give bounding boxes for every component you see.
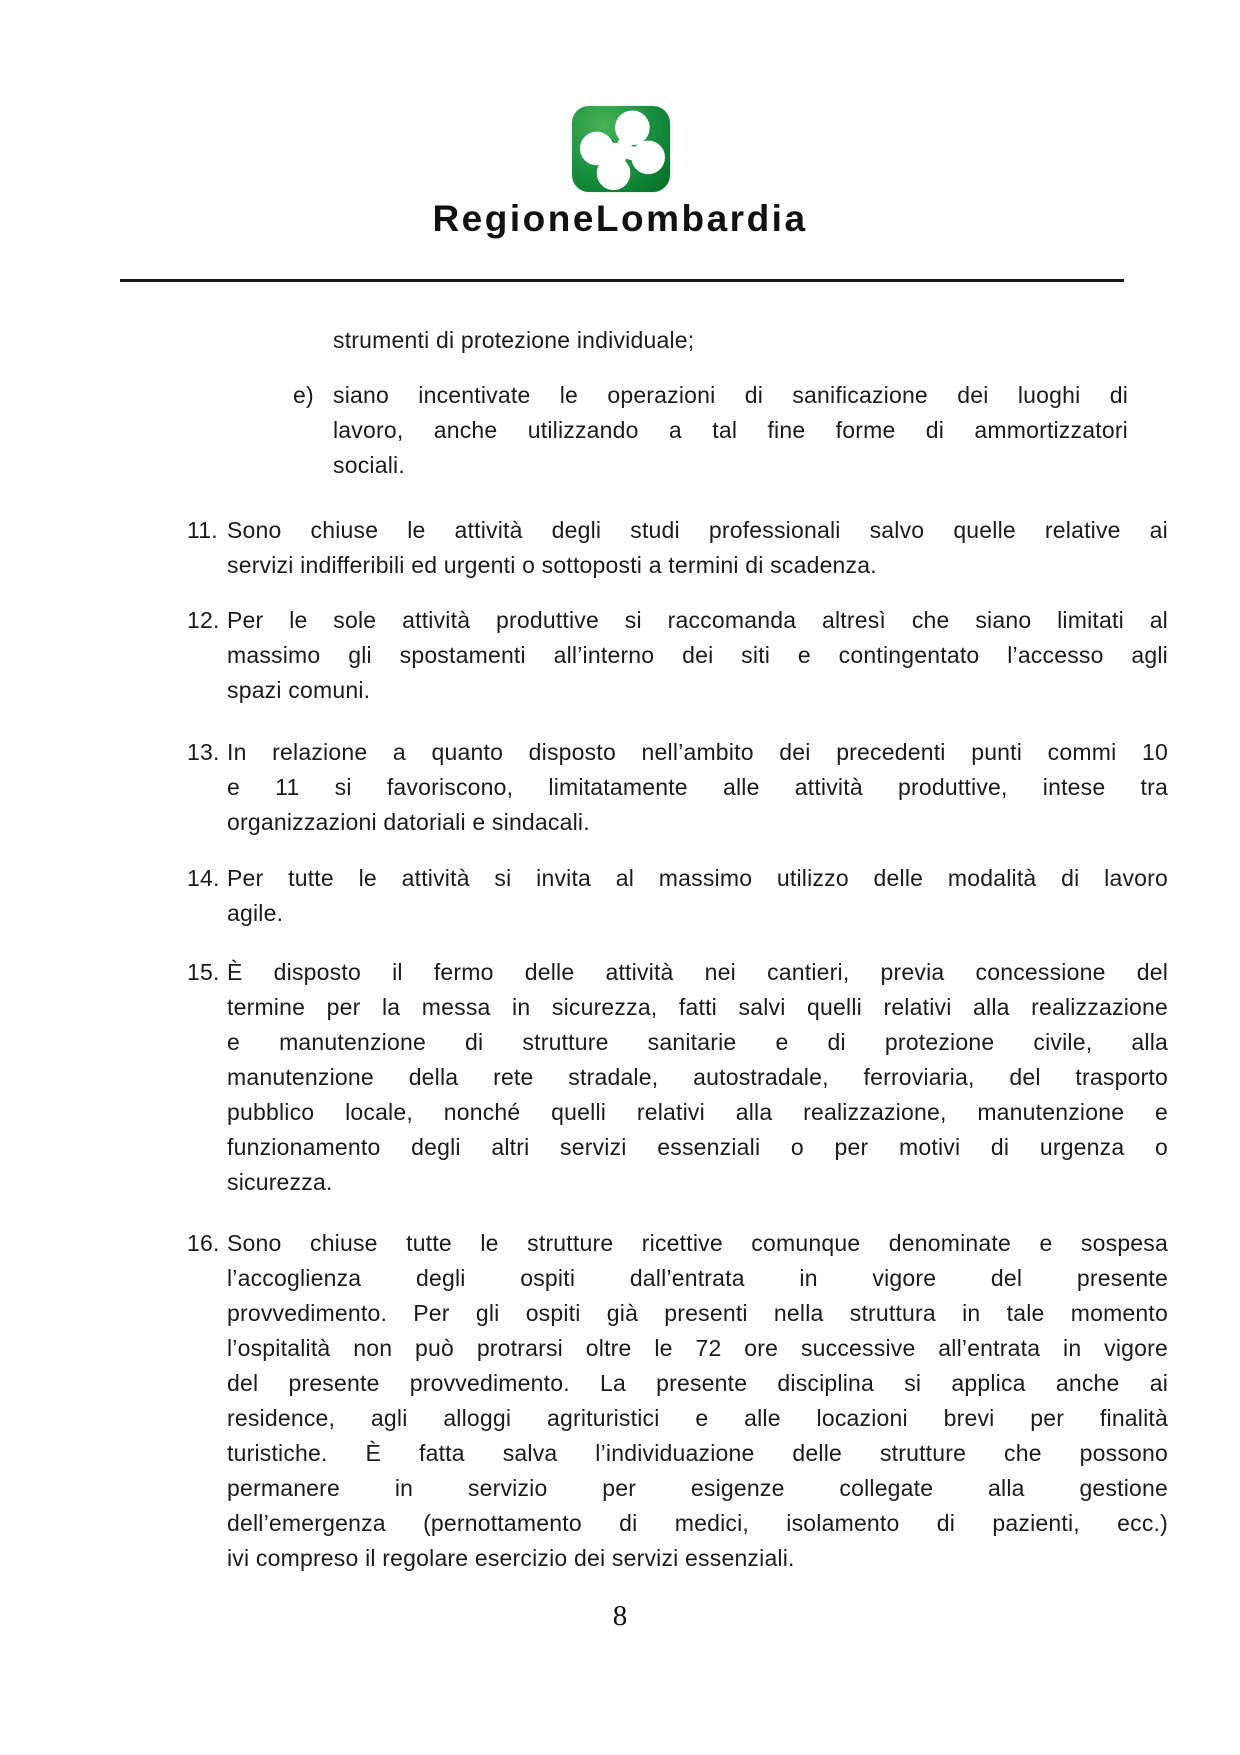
logo-wordmark: RegioneLombardia	[432, 198, 808, 239]
list-marker: 15.	[187, 959, 220, 985]
regione-lombardia-logo-icon	[572, 106, 670, 192]
text-line: e manutenzione di strutture sanitarie e di protezione civile, alla	[227, 1029, 1168, 1055]
text-line: Sono chiuse tutte le strutture ricettive comunque denominate e sospesa	[227, 1230, 1168, 1256]
list-item	[187, 513, 1168, 583]
list-item	[187, 603, 1168, 708]
header-divider	[120, 279, 1124, 282]
text-line: manutenzione della rete stradale, autostradale, ferroviaria, del trasporto	[227, 1064, 1168, 1090]
text-line: dell’emergenza (pernottamento di medici, isolamento di pazienti, ecc.)	[227, 1510, 1168, 1536]
list-marker: 16.	[187, 1230, 220, 1256]
list-item	[187, 1226, 1168, 1576]
text-line: pubblico locale, nonché quelli relativi alla realizzazione, manutenzione e	[227, 1099, 1168, 1125]
list-marker: 13.	[187, 739, 220, 765]
text-line: sicurezza.	[227, 1169, 333, 1195]
list-marker: e)	[293, 382, 314, 408]
text-line: e 11 si favoriscono, limitatamente alle attività produttive, intese tra	[227, 774, 1168, 800]
text-line: Per tutte le attività si invita al massimo utilizzo delle modalità di lavoro	[227, 865, 1168, 891]
text-line: In relazione a quanto disposto nell’ambito dei precedenti punti commi 10	[227, 739, 1168, 765]
text-line: ivi compreso il regolare esercizio dei servizi essenziali.	[227, 1545, 795, 1571]
list-item	[293, 378, 1128, 483]
list-item	[187, 861, 1168, 931]
paragraph-continuation	[333, 323, 1128, 358]
list-marker: 12.	[187, 607, 220, 633]
text-line: agile.	[227, 900, 284, 926]
text-line: organizzazioni datoriali e sindacali.	[227, 809, 590, 835]
text-line: siano incentivate le operazioni di sanificazione dei luoghi di	[333, 382, 1128, 408]
text-line: l’accoglienza degli ospiti dall’entrata in vigore del presente	[227, 1265, 1168, 1291]
text-line: del presente provvedimento. La presente disciplina si applica anche ai	[227, 1370, 1168, 1396]
list-marker: 14.	[187, 865, 220, 891]
text-line: provvedimento. Per gli ospiti già presenti nella struttura in tale momento	[227, 1300, 1168, 1326]
text-line: sociali.	[333, 452, 405, 478]
rosa-camuna-icon	[572, 106, 670, 192]
text-line: termine per la messa in sicurezza, fatti salvi quelli relativi alla realizzazione	[227, 994, 1168, 1020]
text-line: residence, agli alloggi agrituristici e alle locazioni brevi per finalità	[227, 1405, 1168, 1431]
text-line: lavoro, anche utilizzando a tal fine forme di ammortizzatori	[333, 417, 1128, 443]
text-line: Per le sole attività produttive si raccomanda altresì che siano limitati al	[227, 607, 1168, 633]
text-line: Sono chiuse le attività degli studi professionali salvo quelle relative ai	[227, 517, 1168, 543]
text-line: massimo gli spostamenti all’interno dei siti e contingentato l’accesso agli	[227, 642, 1168, 668]
list-item	[187, 955, 1168, 1200]
text-line: turistiche. È fatta salva l’individuazione delle strutture che possono	[227, 1440, 1168, 1466]
text-line: spazi comuni.	[227, 677, 371, 703]
text-line: l’ospitalità non può protrarsi oltre le 72 ore successive all’entrata in vigore	[227, 1335, 1168, 1361]
list-marker: 11.	[187, 517, 218, 543]
text-line: permanere in servizio per esigenze collegate alla gestione	[227, 1475, 1168, 1501]
page-number: 8	[612, 1600, 628, 1632]
list-item	[187, 735, 1168, 840]
text-line: servizi indifferibili ed urgenti o sottoposti a termini di scadenza.	[227, 552, 877, 578]
text-line: strumenti di protezione individuale;	[333, 327, 695, 353]
text-line: funzionamento degli altri servizi essenziali o per motivi di urgenza o	[227, 1134, 1168, 1160]
text-line: È disposto il fermo delle attività nei cantieri, previa concessione del	[227, 959, 1168, 985]
